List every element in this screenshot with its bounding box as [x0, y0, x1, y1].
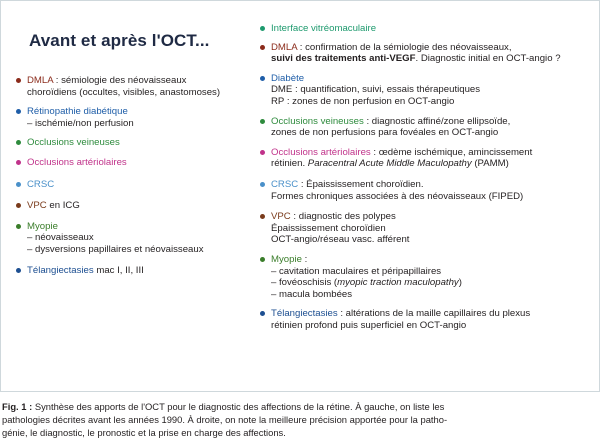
- left-column: [15, 31, 255, 276]
- left-item-line: [27, 221, 255, 233]
- right-item-line: [271, 223, 589, 235]
- right-item-line: [271, 53, 589, 65]
- right-item-label: VPC: [271, 211, 291, 223]
- left-item-label: CRSC: [27, 178, 55, 190]
- right-item: [259, 179, 589, 202]
- bullet-dot-icon: [260, 76, 265, 81]
- left-item-label: Myopie: [27, 220, 58, 232]
- right-item-text: : altérations de la maille capillaires du plexus: [337, 308, 531, 320]
- left-item: [15, 179, 255, 191]
- right-item-label: Interface vitréomaculaire: [271, 23, 377, 34]
- left-item-label: DMLA: [27, 75, 54, 86]
- right-item-text: : diagnostic affiné/zone ellipsoïde,: [363, 115, 511, 127]
- right-item-text: : diagnostic des polypes: [290, 211, 396, 223]
- right-item-line: [271, 191, 589, 203]
- left-item-line: [27, 75, 255, 87]
- right-item-text: (PAMM): [471, 158, 509, 170]
- left-item-label: Rétinopathie diabétique: [27, 106, 128, 118]
- left-item: [15, 137, 255, 149]
- right-item-text: – macula bombées: [271, 288, 353, 300]
- bullet-dot-icon: [16, 109, 21, 114]
- right-item-italic: myopic traction maculopathy: [337, 277, 459, 289]
- right-item-text: RP : zones de non perfusion en OCT-angio: [271, 95, 455, 107]
- left-item-text: : sémiologie des néovaisseaux: [53, 75, 187, 86]
- right-item-line: [271, 116, 589, 128]
- right-item: [259, 211, 589, 246]
- right-list: [259, 23, 589, 331]
- bullet-dot-icon: [260, 311, 265, 316]
- caption-line-1: [2, 401, 598, 414]
- left-item: [15, 157, 255, 169]
- right-item-line: [271, 211, 589, 223]
- right-column: [259, 23, 589, 331]
- caption-text-1: Synthèse des apports de l'OCT pour le diagnostic des affections de la rétine. À gauche, on liste les: [32, 401, 445, 412]
- right-item-emphasis: suivi des traitements anti-VEGF: [271, 53, 416, 65]
- caption-label: Fig. 1 :: [2, 401, 33, 412]
- right-item-text: rétinien.: [271, 158, 308, 170]
- right-item-line: [271, 308, 589, 320]
- left-item-text: en ICG: [46, 200, 80, 212]
- right-item-line: [271, 23, 589, 35]
- right-item: [259, 116, 589, 139]
- bullet-dot-icon: [260, 257, 265, 262]
- right-item-line: [271, 234, 589, 246]
- bullet-dot-icon: [260, 45, 265, 50]
- left-item-label: Télangiectasies: [27, 264, 94, 276]
- left-item-line: [27, 87, 255, 99]
- right-item-text: : œdème ischémique, amincissement: [370, 146, 533, 158]
- right-item-text: – cavitation maculaires et péripapillaires: [271, 265, 442, 277]
- bullet-dot-icon: [16, 160, 21, 165]
- left-item: [15, 265, 255, 277]
- right-item: [259, 147, 589, 170]
- left-item-label: VPC: [27, 200, 47, 212]
- left-item-line: [27, 232, 255, 244]
- left-item-line: [27, 106, 255, 118]
- right-item-italic: Paracentral Acute Middle Maculopathy: [307, 158, 472, 170]
- right-item: [259, 42, 589, 65]
- right-item: [259, 308, 589, 331]
- figure-title: Avant et après l'OCT...: [29, 31, 210, 50]
- left-item-text: choroïdiens (occultes, visibles, anastomoses): [27, 86, 221, 98]
- left-item: [15, 221, 255, 256]
- right-item: [259, 23, 589, 35]
- right-item-text: : confirmation de la sémiologie des néovaisseaux,: [297, 41, 512, 53]
- right-item-line: [271, 127, 589, 139]
- left-item: [15, 106, 255, 129]
- left-item-line: [27, 265, 255, 277]
- right-item: [259, 254, 589, 300]
- right-item-label: Myopie: [271, 253, 302, 265]
- right-item-text: – fovéoschisis (: [271, 277, 338, 289]
- bullet-dot-icon: [16, 203, 21, 208]
- caption-line-3: génie, le diagnostic, le pronostic et la prise en charge des affections.: [2, 426, 286, 438]
- caption-line-2: pathologies décrites avant les années 1990. À droite, on note la meilleure précision apportée pour la patho-: [2, 413, 448, 425]
- right-item-text: zones de non perfusions para fovéales en OCT-angio: [271, 127, 499, 139]
- bullet-dot-icon: [16, 78, 21, 83]
- left-item-line: [27, 157, 255, 169]
- right-item-line: [271, 96, 589, 108]
- right-item-text: ): [458, 277, 462, 289]
- right-item-line: [271, 179, 589, 191]
- left-list: [15, 75, 255, 276]
- right-item-line: [271, 73, 589, 85]
- right-item-line: [271, 42, 589, 54]
- right-item-label: CRSC: [271, 178, 299, 190]
- left-item-text: – néovaisseaux: [27, 232, 94, 244]
- bullet-dot-icon: [16, 224, 21, 229]
- left-item-label: Occlusions veineuses: [27, 137, 120, 149]
- right-item-line: [271, 84, 589, 96]
- right-item-text: OCT-angio/réseau vasc. afférent: [271, 234, 410, 246]
- right-item-label: DMLA: [271, 41, 298, 53]
- right-item-line: [271, 277, 589, 289]
- right-item-line: [271, 254, 589, 266]
- bullet-dot-icon: [260, 150, 265, 155]
- left-item-label: Occlusions artériolaires: [27, 156, 127, 168]
- left-item-line: [27, 179, 255, 191]
- bullet-dot-icon: [16, 140, 21, 145]
- right-item-text: Formes chroniques associées à des néovaisseaux (FIPED): [271, 190, 524, 202]
- right-item-text: DME : quantification, suivi, essais thérapeutiques: [271, 84, 481, 96]
- left-item-line: [27, 137, 255, 149]
- bullet-dot-icon: [260, 214, 265, 219]
- right-item-line: [271, 266, 589, 278]
- right-item-line: [271, 320, 589, 332]
- left-item: [15, 200, 255, 212]
- right-item-line: [271, 289, 589, 301]
- bullet-dot-icon: [260, 182, 265, 187]
- right-item-label: Occlusions artériolaires: [271, 146, 371, 158]
- right-item-text: . Diagnostic initial en OCT-angio ?: [415, 53, 561, 65]
- bullet-dot-icon: [16, 182, 21, 187]
- bullet-dot-icon: [260, 26, 265, 31]
- bullet-dot-icon: [16, 268, 21, 273]
- right-item-text: : Épaississement choroïdien.: [298, 178, 424, 190]
- left-item-text: – ischémie/non perfusion: [27, 117, 134, 129]
- right-item-label: Occlusions veineuses: [271, 115, 364, 127]
- left-item-line: [27, 200, 255, 212]
- right-item-line: [271, 147, 589, 159]
- right-item-text: :: [301, 253, 308, 265]
- right-item-line: [271, 158, 589, 170]
- bullet-dot-icon: [260, 119, 265, 124]
- left-item-text: mac I, II, III: [93, 264, 144, 276]
- right-item-label: Diabète: [271, 72, 305, 84]
- left-item: [15, 75, 255, 98]
- left-item-text: – dysversions papillaires et néovaisseaux: [27, 243, 204, 255]
- right-item-text: Épaississement choroïdien: [271, 222, 386, 234]
- left-item-line: [27, 244, 255, 256]
- right-item-label: Télangiectasies: [271, 308, 338, 320]
- figure-caption: [2, 401, 598, 439]
- right-item: [259, 73, 589, 108]
- right-item-text: rétinien profond puis superficiel en OCT-angio: [271, 319, 467, 331]
- left-item-line: [27, 118, 255, 130]
